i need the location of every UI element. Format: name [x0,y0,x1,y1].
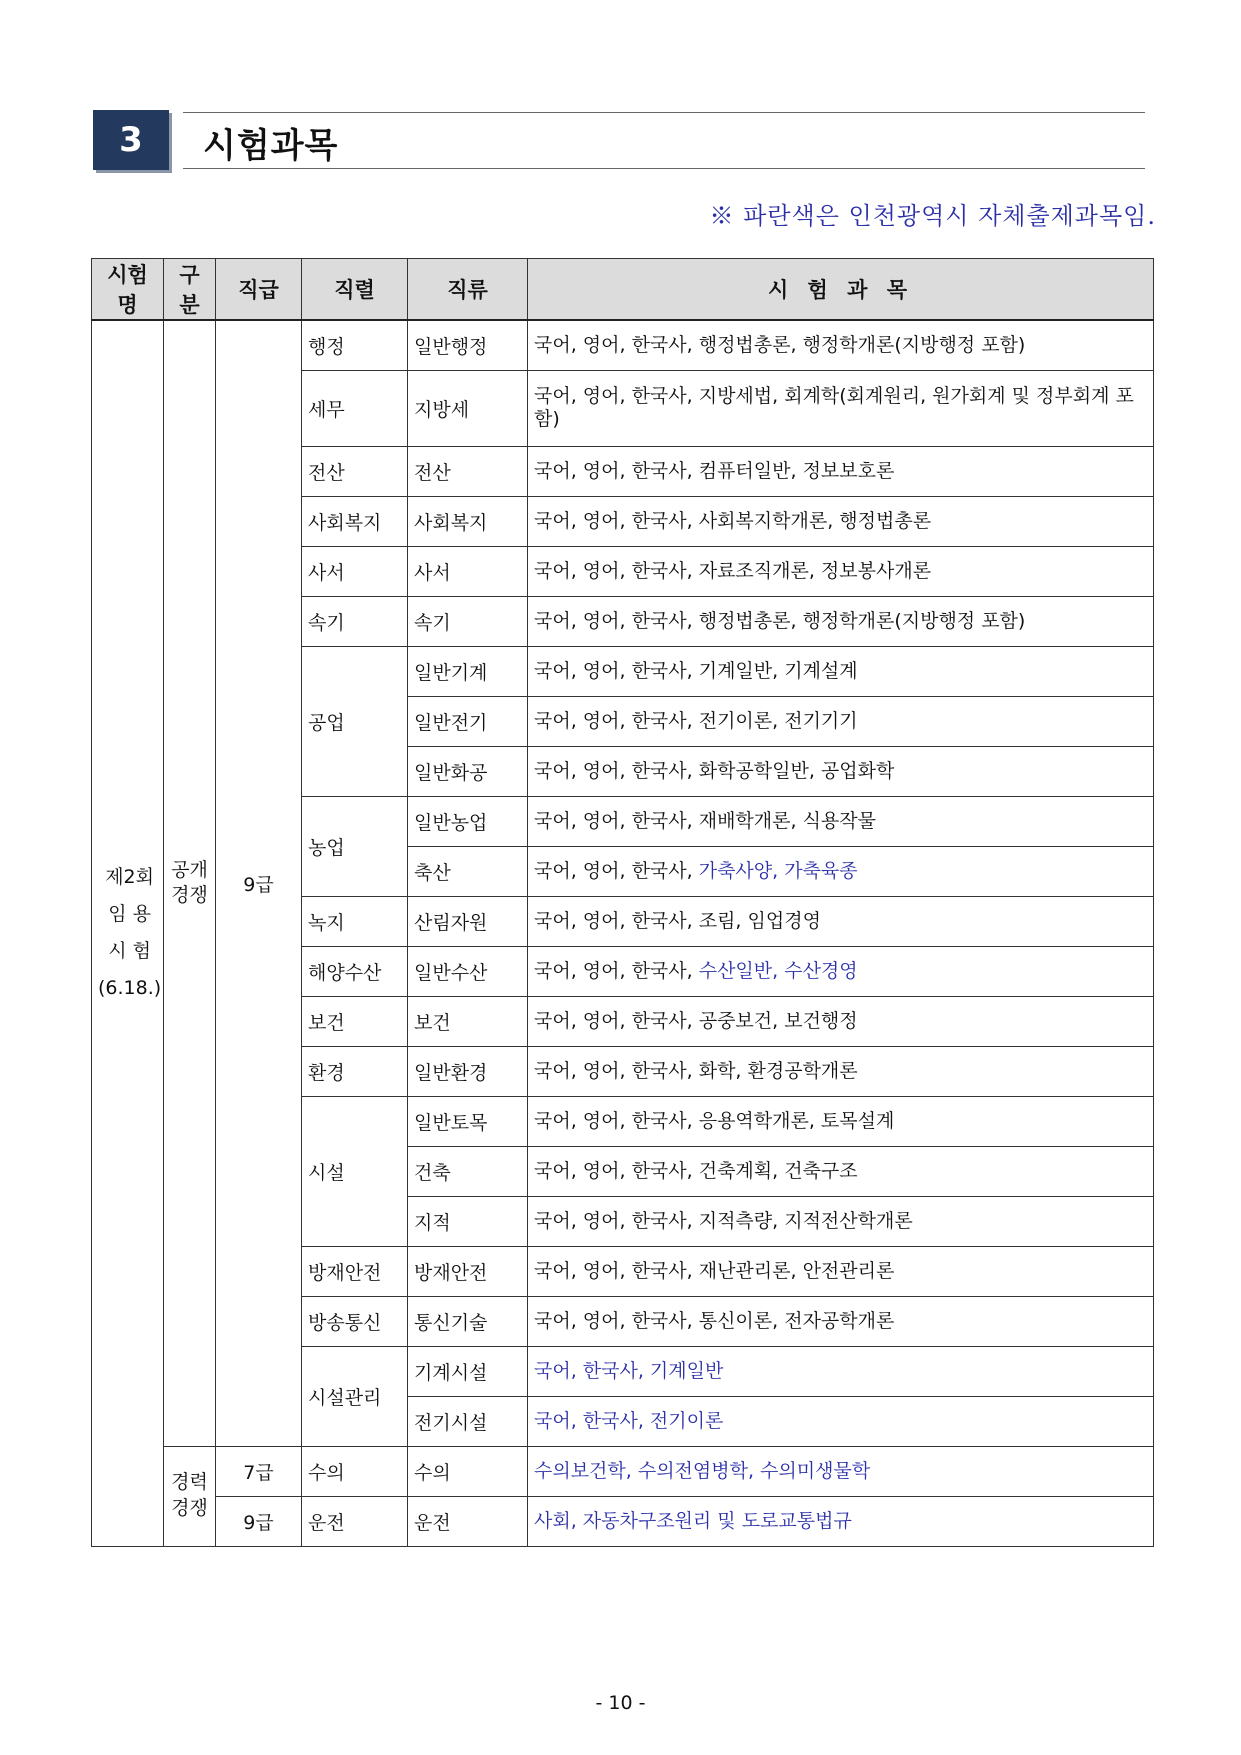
subjects-cell [528,846,1154,896]
subjects-cell: 국어, 영어, 한국사, 지적측량, 지적전산학개론 [528,1196,1154,1246]
subjects-cell: 국어, 영어, 한국사, 통신이론, 전자공학개론 [528,1296,1154,1346]
subjects-cell: 국어, 영어, 한국사, 조림, 임업경영 [528,896,1154,946]
series-cell: 세무 [302,370,408,446]
subseries-cell: 운전 [408,1496,528,1546]
blue-subject-note: ※ 파란색은 인천광역시 자체출제과목임. [709,202,1156,230]
section-rule-top [183,112,1145,113]
subseries-cell: 방재안전 [408,1246,528,1296]
subseries-cell: 수의 [408,1446,528,1496]
header-subseries: 직류 [408,259,528,321]
subseries-cell: 지적 [408,1196,528,1246]
subjects-cell: 국어, 영어, 한국사, 재배학개론, 식용작물 [528,796,1154,846]
series-cell: 환경 [302,1046,408,1096]
subseries-cell: 사회복지 [408,496,528,546]
subjects-cell: 국어, 영어, 한국사, 재난관리론, 안전관리론 [528,1246,1154,1296]
grade-cell: 9급 [216,1496,302,1546]
category-line: 공개 [171,858,208,881]
section-rule-bottom [183,168,1145,169]
exam-name-line: (6.18.) [98,977,162,1000]
category-career-cell [164,1446,216,1546]
subseries-cell: 일반행정 [408,320,528,370]
section-title: 시험과목 [203,126,339,166]
category-line: 경쟁 [171,1497,208,1519]
section-number-badge: 3 [93,110,169,170]
header-exam-name: 시험명 [92,259,164,321]
subjects-cell: 국어, 영어, 한국사, 기계일반, 기계설계 [528,646,1154,696]
category-line: 경력 [171,1471,208,1494]
table-row [92,1496,1154,1546]
subseries-cell: 전기시설 [408,1396,528,1446]
series-cell: 사서 [302,546,408,596]
exam-name-line: 시 험 [108,940,151,963]
series-cell: 운전 [302,1496,408,1546]
series-cell: 속기 [302,596,408,646]
header-series: 직렬 [302,259,408,321]
subjects-cell: 국어, 영어, 한국사, 자료조직개론, 정보봉사개론 [528,546,1154,596]
subseries-cell: 일반수산 [408,946,528,996]
exam-name-line: 임 용 [108,903,151,926]
series-cell: 시설관리 [302,1346,408,1446]
subseries-cell: 일반기계 [408,646,528,696]
grade-cell: 7급 [216,1446,302,1496]
series-cell: 시설 [302,1096,408,1246]
subjects-cell: 수의보건학, 수의전염병학, 수의미생물학 [528,1446,1154,1496]
exam-name-line: 제2회 [105,866,154,889]
section-header [93,110,1145,170]
header-subjects: 시 험 과 목 [528,259,1154,321]
subseries-cell: 일반환경 [408,1046,528,1096]
exam-name-cell [92,320,164,1546]
subjects-cell: 국어, 영어, 한국사, 건축계획, 건축구조 [528,1146,1154,1196]
subseries-cell: 일반화공 [408,746,528,796]
header-category: 구분 [164,259,216,321]
category-line: 경쟁 [171,884,208,907]
series-cell: 방재안전 [302,1246,408,1296]
subjects-cell: 국어, 한국사, 기계일반 [528,1346,1154,1396]
subseries-cell: 전산 [408,446,528,496]
series-cell: 방송통신 [302,1296,408,1346]
series-cell: 수의 [302,1446,408,1496]
category-open-cell [164,320,216,1446]
series-cell: 공업 [302,646,408,796]
subseries-cell: 속기 [408,596,528,646]
subjects-blue: 수산일반, 수산경영 [698,959,858,982]
subseries-cell: 산림자원 [408,896,528,946]
subjects-blue: 가축사양, 가축육종 [698,859,858,882]
subseries-cell: 보건 [408,996,528,1046]
subjects-cell: 국어, 영어, 한국사, 행정법총론, 행정학개론(지방행정 포함) [528,596,1154,646]
series-cell: 행정 [302,320,408,370]
series-cell: 사회복지 [302,496,408,546]
series-cell: 녹지 [302,896,408,946]
subseries-cell: 통신기술 [408,1296,528,1346]
table-row [92,1446,1154,1496]
subjects-cell: 국어, 영어, 한국사, 행정법총론, 행정학개론(지방행정 포함) [528,320,1154,370]
subjects-cell: 국어, 영어, 한국사, 지방세법, 회계학(회계원리, 원가회계 및 정부회계 포함) [528,370,1154,446]
subseries-cell: 건축 [408,1146,528,1196]
subjects-cell: 국어, 영어, 한국사, 전기이론, 전기기기 [528,696,1154,746]
subjects-cell: 사회, 자동차구조원리 및 도로교통법규 [528,1496,1154,1546]
subjects-cell: 국어, 영어, 한국사, 공중보건, 보건행정 [528,996,1154,1046]
exam-subjects-table [91,258,1154,1547]
subseries-cell: 사서 [408,546,528,596]
header-grade: 직급 [216,259,302,321]
subjects-cell: 국어, 영어, 한국사, 사회복지학개론, 행정법총론 [528,496,1154,546]
page-number: - 10 - [595,1692,646,1714]
subjects-common: 국어, 영어, 한국사, [534,859,699,882]
subseries-cell: 기계시설 [408,1346,528,1396]
series-cell: 해양수산 [302,946,408,996]
subjects-cell: 국어, 영어, 한국사, 응용역학개론, 토목설계 [528,1096,1154,1146]
subjects-cell [528,946,1154,996]
series-cell: 전산 [302,446,408,496]
subjects-cell: 국어, 영어, 한국사, 화학, 환경공학개론 [528,1046,1154,1096]
subjects-cell: 국어, 영어, 한국사, 컴퓨터일반, 정보보호론 [528,446,1154,496]
subseries-cell: 일반농업 [408,796,528,846]
table-row [92,320,1154,370]
subjects-cell: 국어, 한국사, 전기이론 [528,1396,1154,1446]
subseries-cell: 일반전기 [408,696,528,746]
subseries-cell: 일반토목 [408,1096,528,1146]
subseries-cell: 지방세 [408,370,528,446]
subseries-cell: 축산 [408,846,528,896]
grade-cell: 9급 [216,320,302,1446]
subjects-cell: 국어, 영어, 한국사, 화학공학일반, 공업화학 [528,746,1154,796]
subjects-common: 국어, 영어, 한국사, [534,959,699,982]
series-cell: 보건 [302,996,408,1046]
table-header-row [92,259,1154,321]
series-cell: 농업 [302,796,408,896]
